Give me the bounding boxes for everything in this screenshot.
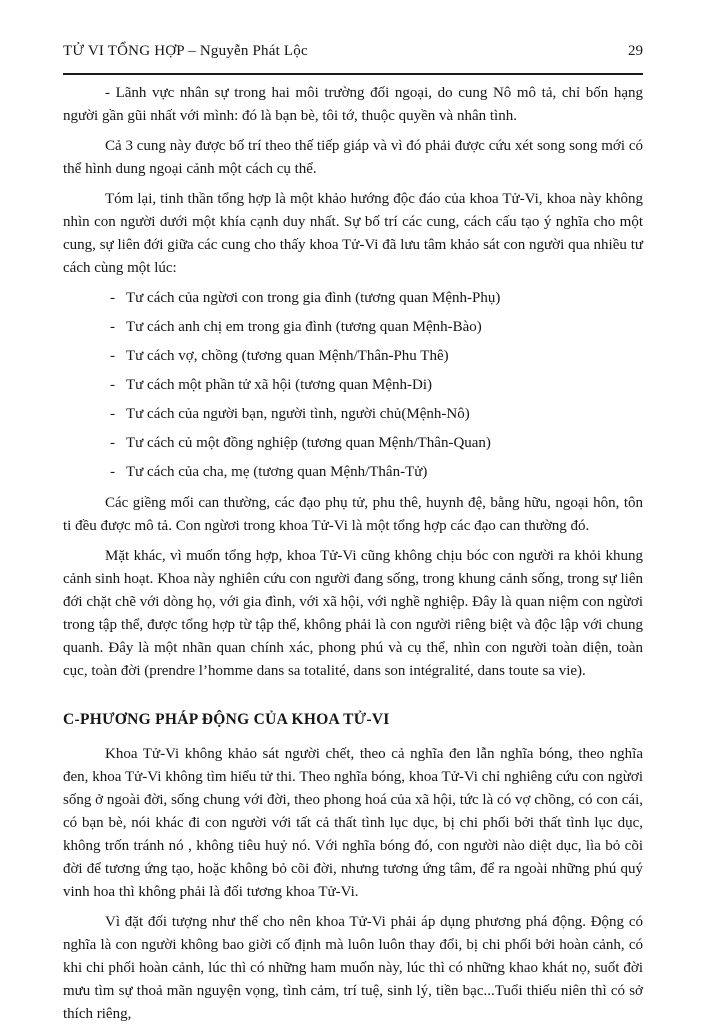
- dash-marker: -: [110, 406, 115, 422]
- dash-marker: -: [110, 464, 115, 480]
- paragraph-gieng-moi: Các giềng mối can thường, các đạo phụ tử, phu thê, huynh đệ, bằng hữu, ngoại hôn, tôn ti đều được mô tả. Con ngừơi trong khoa Tử-Vi là một tổng hợp các đạo can thường đó.: [63, 495, 643, 534]
- list-item-text: Tư cách của người bạn, người tình, người chủ(Mệnh-Nô): [126, 406, 470, 422]
- list-item: [63, 432, 643, 454]
- dash-marker: -: [110, 435, 115, 451]
- paragraph-ca-3-cung: Cả 3 cung này được bố trí theo thế tiếp giáp và vì đó phải được cứu xét song song mới có thể hình dung ngoại cảnh một cách cụ thể.: [63, 138, 643, 177]
- list-item-text: Tư cách của cha, mẹ (tương quan Mệnh/Thân-Tử): [126, 464, 428, 480]
- paragraph-tom-lai: Tóm lại, tinh thần tổng hợp là một khảo hướng độc đáo của khoa Tử-Vi, khoa này không nhìn con người dưới một khía cạnh duy nhất. Sự bố trí các cung, cách cấu tạo ý nghĩa cho một cung, sự liên đới giữa các cung cho thấy khoa Tử-Vi đã lưu tâm khảo sát con người qua nhiều tư cách cùng một lúc:: [63, 191, 643, 276]
- tu-cach-list: [63, 287, 643, 483]
- paragraph-vi-dat-doi-tuong: Vì đặt đối tượng như thế cho nên khoa Tử-Vi phải áp dụng phương phá động. Động có nghĩa là con người không bao giời cố định mà luôn luôn thay đổi, bị chi phối bởi hoàn cảnh, có khi chi phối hoàn cảnh, lúc thì có những ham muốn này, lúc thì có những khao khát nọ, suốt đời mưu tìm sự thoả mãn nguyện vọng, tình cảm, trí tuệ, sinh lý, tiền bạc...Tuổi thiếu niên thì có sở thích riêng,: [63, 914, 643, 1022]
- dash-marker: -: [110, 377, 115, 393]
- list-item: [63, 345, 643, 367]
- list-item: [63, 403, 643, 425]
- dash-marker: -: [110, 348, 115, 364]
- list-item-text: Tư cách của ngừơi con trong gia đình (tương quan Mệnh-Phụ): [126, 290, 501, 306]
- paragraph-mat-khac: Mặt khác, vì muốn tổng hợp, khoa Tử-Vi cũng không chịu bóc con người ra khỏi khung cảnh sinh hoạt. Khoa này nghiên cứu con người đang sống, trong khung cảnh sống, trong sự liên đới chặt chẽ với dòng họ, với gia đình, với xã hội, với nghề nghiệp. Đây là quan niệm con ngừơi trong tập thể, được tổng hợp từ tập thể, không phải là con người riêng biệt và độc lập với chung quanh. Đây là một nhãn quan chính xác, phong phú và cụ thể, nhìn con người toàn diện, toàn cục, toàn đời (prendre l’homme dans sa totalité, dans son intégralité, dans toute sa vie).: [63, 548, 643, 679]
- list-item-text: Tư cách củ một đồng nghiệp (tương quan Mệnh/Thân-Quan): [126, 435, 491, 451]
- page-number: 29: [628, 43, 643, 59]
- list-item: [63, 316, 643, 338]
- running-title: TỬ VI TỔNG HỢP – Nguyễn Phát Lộc: [63, 43, 308, 59]
- page-header: [63, 42, 643, 60]
- paragraph-khoa-tu-vi: Khoa Tử-Vi không khảo sát người chết, theo cả nghĩa đen lẫn nghĩa bóng, theo nghĩa đen, khoa Tử-Vi không tìm hiểu tử thi. Theo nghĩa bóng, khoa Tử-Vi chỉ nghiêng cứu con ngừơi sống ở ngoài đời, sống chung với đời, theo phong hoá của xã hội, tức là có vợ chồng, có con cái, có bạn bè, nói khác đi con người với tất cả thất tình lục dục, bị chi phối bởi thất tình lục dục, không trốn tránh nó , không tiêu huỷ nó. Với nghĩa bóng đó, con người nào diệt dục, lìa bỏ cõi đời để tương ứng tạo, hoặc không bỏ cõi đời, nhưng tương ứng tâm, để ra ngoài những phú quý vinh hoa thì không phải là đối tương khoa Tử-Vi.: [63, 746, 643, 900]
- list-item: [63, 374, 643, 396]
- list-item-text: Tư cách một phần tử xã hội (tương quan Mệnh-Di): [126, 377, 432, 393]
- list-item-text: Tư cách anh chị em trong gia đình (tương quan Mệnh-Bào): [126, 319, 482, 335]
- dash-marker: -: [110, 290, 115, 306]
- list-item-text: Tư cách vợ, chồng (tương quan Mệnh/Thân-Phu Thê): [126, 348, 449, 364]
- list-item: [63, 461, 643, 483]
- page-body: [63, 82, 643, 1026]
- list-item: [63, 287, 643, 309]
- header-rule: [63, 73, 643, 75]
- paragraph-lanh-vuc: - Lãnh vực nhân sự trong hai môi trường đối ngoại, do cung Nô mô tả, chỉ bốn hạng người gần gũi nhất với mình: đó là bạn bè, tôi tớ, thuộc quyền và nhân tình.: [63, 85, 643, 124]
- dash-marker: -: [110, 319, 115, 335]
- section-heading-phuong-phap-dong: C-PHƯƠNG PHÁP ĐỘNG CỦA KHOA TỬ-VI: [63, 711, 390, 728]
